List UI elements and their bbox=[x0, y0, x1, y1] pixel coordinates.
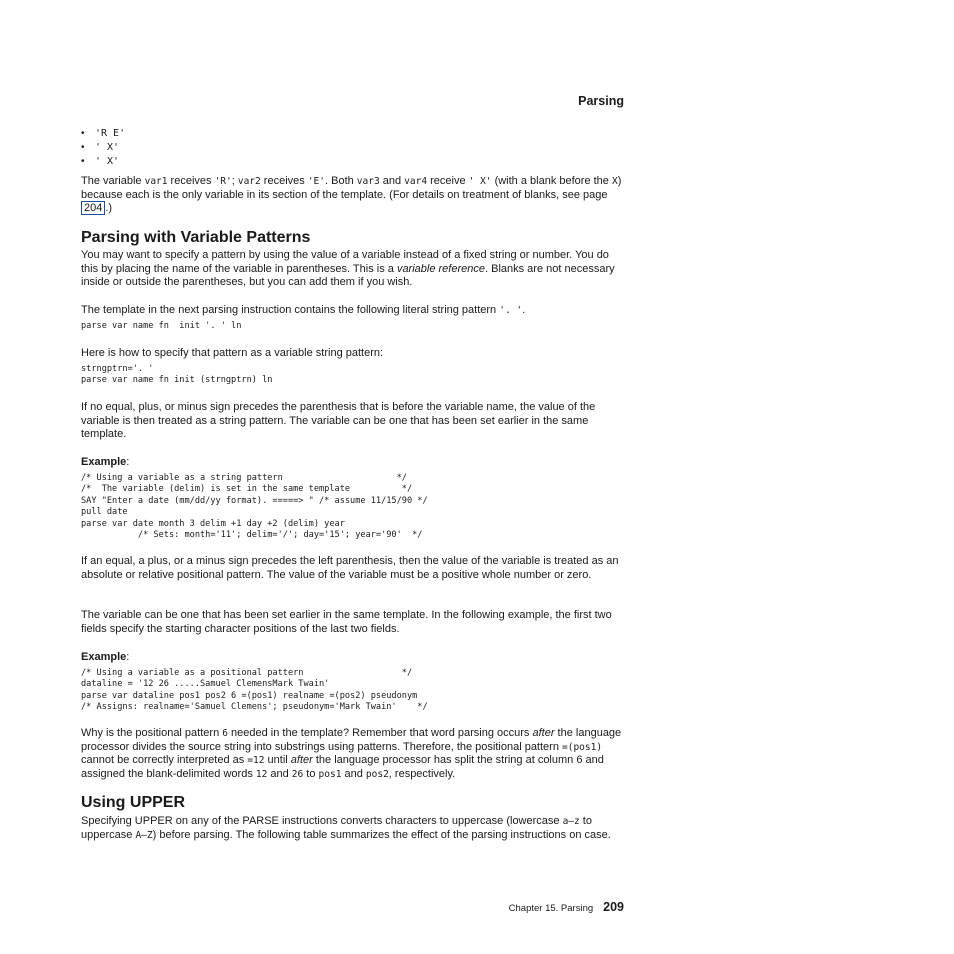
page-number: 209 bbox=[603, 900, 624, 914]
paragraph-earlier: The variable can be one that has been set earlier in the same template. In the following example, the first two fields specify the starting character positions of the last two fields. bbox=[81, 609, 612, 635]
paragraph-how: Here is how to specify that pattern as a variable string pattern: bbox=[81, 347, 384, 359]
bullet-list bbox=[81, 127, 125, 169]
page-footer bbox=[509, 900, 624, 914]
bullet-icon: • bbox=[81, 128, 85, 139]
section-heading: Parsing with Variable Patterns bbox=[81, 229, 311, 246]
list-item: • 'R E' bbox=[81, 128, 126, 139]
list-item: • ' X' bbox=[81, 156, 120, 167]
example-label: Example: bbox=[81, 651, 130, 663]
paragraph-intro: You may want to specify a pattern by using the value of a variable instead of a fixed string or number. You do this by placing the name of the variable in parentheses. This is a variable reference. Blanks are not necessary inside or outside the parentheses, but you can add them if you wish. bbox=[81, 249, 615, 288]
bullet-icon: • bbox=[81, 156, 85, 167]
code-block: parse var name fn init '. ' ln bbox=[81, 321, 242, 331]
section-heading: Using UPPER bbox=[81, 794, 186, 811]
list-item: • ' X' bbox=[81, 142, 120, 153]
paragraph-upper: Specifying UPPER on any of the PARSE instructions converts characters to uppercase (lowercase a–z to uppercase A–Z) before parsing. The following table summarizes the effect of the parsing instructions on case. bbox=[81, 815, 611, 841]
code-block: /* Using a variable as a positional pattern */ dataline = '12 26 .....Samuel ClemensMark Twain' parse var dataline pos1 pos2 6 =(pos1) realname =(pos2) pseudonym /* Assigns: realname='Samuel Clemens'; pseudonym='Mark Twain' */ bbox=[81, 668, 428, 713]
example-label: Example: bbox=[81, 456, 130, 468]
paragraph-positional: If an equal, a plus, or a minus sign precedes the left parenthesis, then the value of the variable is treated as an absolute or relative positional pattern. The value of the variable must be a positive whole number or zero. bbox=[81, 555, 619, 581]
bullet-icon: • bbox=[81, 142, 85, 153]
paragraph-string-pattern: If no equal, plus, or minus sign precedes the parenthesis that is before the variable name, the value of the variable is then treated as a string pattern. The variable can be one that has been set earlier in the same template. bbox=[81, 401, 596, 440]
running-head: Parsing bbox=[578, 94, 624, 108]
code-block: strngptrn='. ' parse var name fn init (strngptrn) ln bbox=[81, 364, 273, 386]
chapter-label: Chapter 15. Parsing bbox=[508, 903, 594, 914]
paragraph-variables: The variable var1 receives 'R'; var2 receives 'E'. Both var3 and var4 receive ' X' (with a blank before the X) because each is the only variable in its section of the template. (For details on treatment of blanks, see page 204 .) bbox=[81, 175, 622, 214]
page-link[interactable]: 204 bbox=[81, 201, 105, 215]
paragraph-why: Why is the positional pattern 6 needed in the template? Remember that word parsing occurs after the language processor divides the source string into substrings using patterns. Therefore, the positional pattern =(pos1) cannot be correctly interpreted as =12 until after the language processor has split the string at column 6 and assigned the blank-delimited words 12 and 26 to pos1 and pos2, respectively. bbox=[81, 727, 622, 780]
code-block: /* Using a variable as a string pattern */ /* The variable (delim) is set in the same template */ SAY "Enter a date (mm/dd/yy format). =====> " /* assume 11/15/90 */ pull date parse var date month 3 delim +1 day +2 (delim) year /* Sets: month='11'; delim='/'; day='15'; year='90' */ bbox=[81, 473, 428, 541]
paragraph-template: The template in the next parsing instruction contains the following literal string pattern '. '. bbox=[81, 304, 526, 316]
